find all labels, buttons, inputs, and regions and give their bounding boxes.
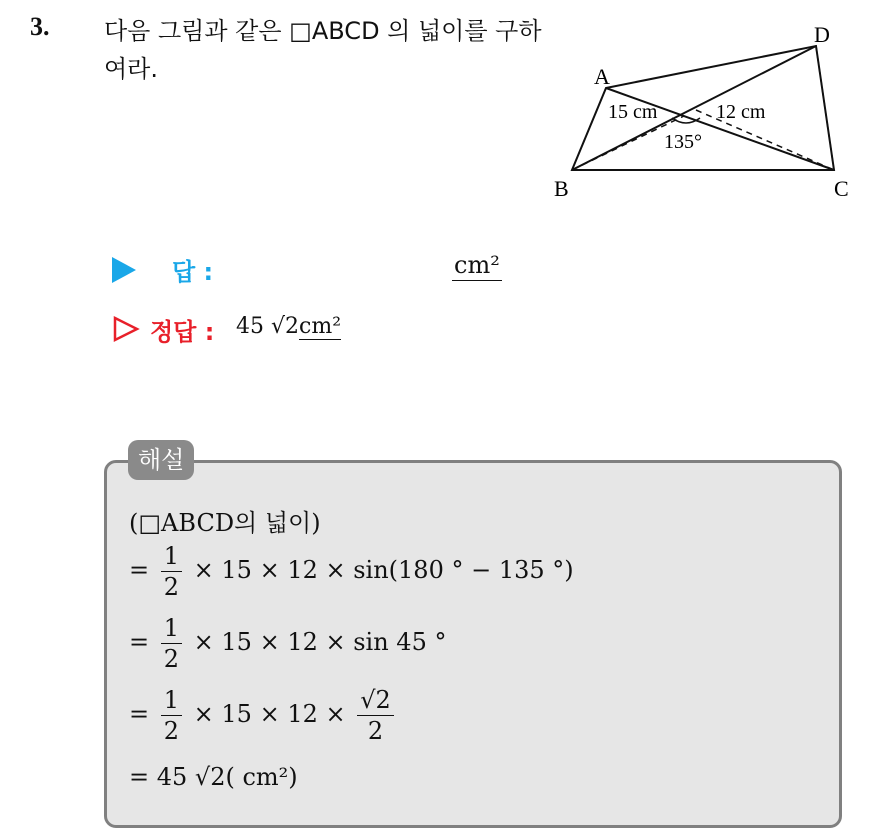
solution-tab: 해설 <box>128 440 194 480</box>
solution-line-3 <box>129 613 446 674</box>
equals-sign: = <box>129 700 150 728</box>
fraction-den: 2 <box>163 573 180 601</box>
fraction-half <box>161 541 182 602</box>
correct-value-unit: cm² <box>299 314 342 339</box>
solution-line-2 <box>129 541 574 602</box>
fraction-den: 2 <box>163 645 180 673</box>
fraction-num: 1 <box>161 613 182 644</box>
fraction-half <box>161 613 182 674</box>
answer-input[interactable]: cm² <box>454 251 500 279</box>
length-label-12: 12 cm <box>716 101 766 123</box>
correct-value-coef: 45 √2 <box>236 314 300 339</box>
fraction-den: 2 <box>163 717 180 745</box>
vertex-label-d: D <box>814 22 830 47</box>
fraction-den: 2 <box>367 717 384 745</box>
fraction-num: 1 <box>161 685 182 716</box>
angle-arc <box>672 118 700 123</box>
answer-label: 답 : <box>172 258 214 286</box>
solution-line-4 <box>129 685 398 746</box>
solution-line-1: (□ABCD의 넓이) <box>129 509 321 537</box>
vertex-label-c: C <box>834 176 849 201</box>
solution-line-3-rest: × 15 × 12 × sin 45 ° <box>193 628 447 656</box>
correct-answer-row <box>112 310 532 350</box>
fraction-root2-over-2 <box>357 685 394 746</box>
fraction-num: 1 <box>161 541 182 572</box>
solution-line-4-mid: × 15 × 12 × <box>193 700 346 728</box>
play-arrow-icon <box>112 257 136 283</box>
quadrilateral-figure <box>548 18 868 208</box>
fraction-half <box>161 685 182 746</box>
solution-box <box>104 460 842 828</box>
equals-sign: = <box>129 628 150 656</box>
vertex-label-a: A <box>594 64 610 89</box>
solution-line-2-rest: × 15 × 12 × sin(180 ° − 135 °) <box>193 556 574 584</box>
angle-label: 135° <box>664 131 702 153</box>
correct-label: 정답 : <box>150 318 215 346</box>
equals-sign: = <box>129 556 150 584</box>
vertex-label-b: B <box>554 176 569 201</box>
solution-line-5: = 45 √2( cm²) <box>129 763 298 791</box>
fraction-num: √2 <box>357 685 394 716</box>
length-label-15: 15 cm <box>608 101 658 123</box>
question-number: 3. <box>30 12 50 41</box>
outline-arrow-icon <box>112 315 140 343</box>
answer-row <box>112 250 532 290</box>
correct-value <box>236 314 341 339</box>
question-text: 다음 그림과 같은 □ABCD 의 넓이를 구하여라. <box>104 17 542 83</box>
